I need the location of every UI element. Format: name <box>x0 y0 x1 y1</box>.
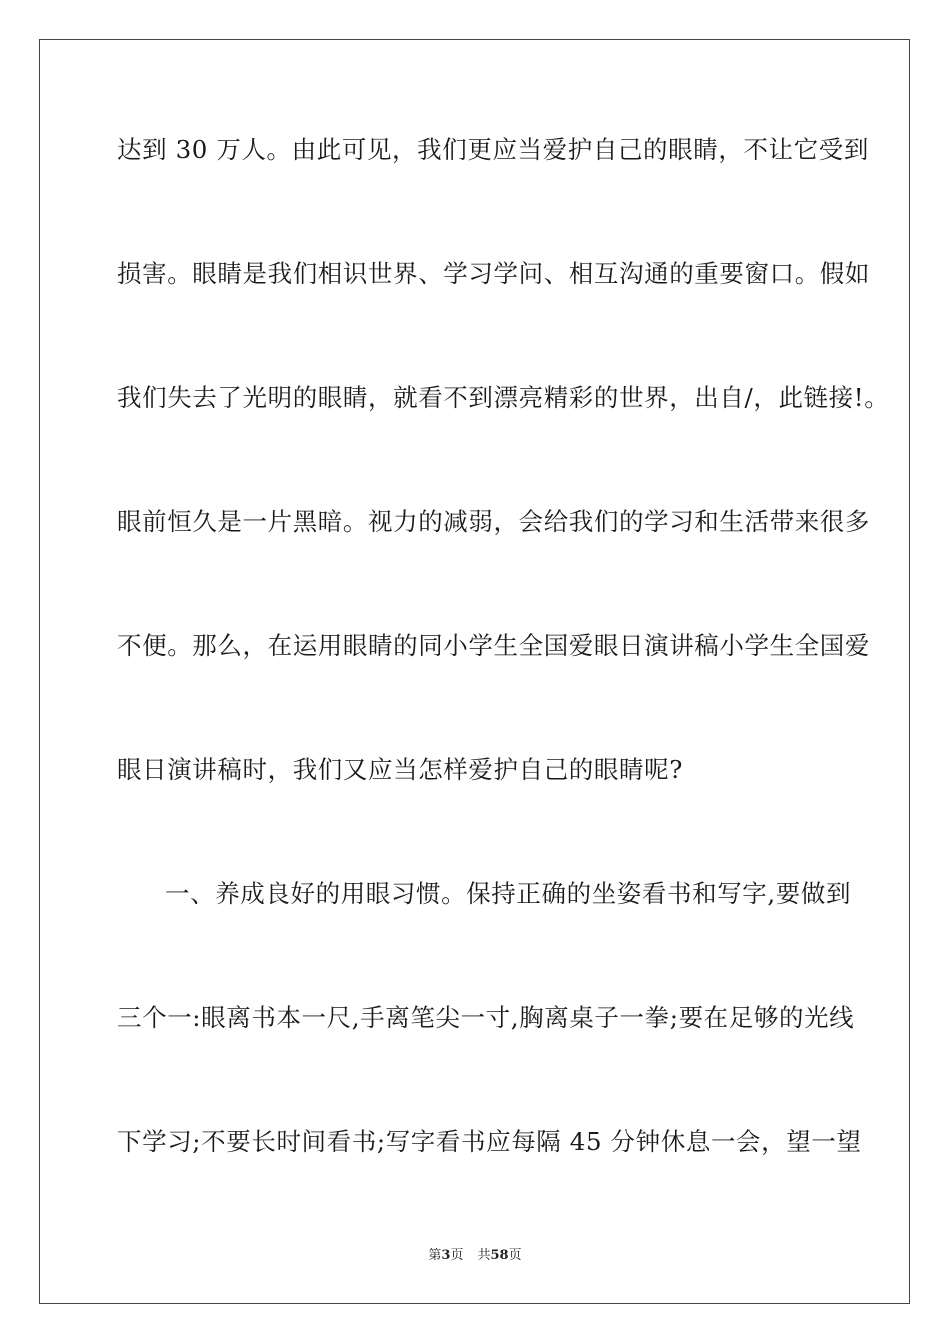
page-label-unit: 页 <box>450 1248 464 1263</box>
total-pages: 58 <box>490 1248 509 1263</box>
page-border <box>39 39 910 1304</box>
body-text-line: 我们失去了光明的眼睛，就看不到漂亮精彩的世界，出自/，此链接!。 <box>117 383 890 412</box>
page-footer <box>0 1247 950 1265</box>
body-text-line: 达到 30 万人。由此可见，我们更应当爱护自己的眼睛，不让它受到 <box>117 135 869 164</box>
body-text-line: 三个一:眼离书本一尺,手离笔尖一寸,胸离桌子一拳;要在足够的光线 <box>117 1003 855 1032</box>
page-number: 3 <box>441 1248 451 1263</box>
page-label-prefix: 第 <box>428 1248 442 1263</box>
total-label-unit: 页 <box>508 1248 522 1263</box>
total-label-prefix: 共 <box>477 1248 491 1263</box>
body-text-line: 眼前恒久是一片黑暗。视力的减弱，会给我们的学习和生活带来很多 <box>117 507 870 536</box>
body-text-line: 损害。眼睛是我们相识世界、学习学问、相互沟通的重要窗口。假如 <box>117 259 870 288</box>
body-text-line: 下学习;不要长时间看书;写字看书应每隔 45 分钟休息一会，望一望 <box>117 1127 862 1156</box>
paragraph-first-line: 一、养成良好的用眼习惯。保持正确的坐姿看书和写字,要做到 <box>165 879 852 908</box>
body-text-line: 不便。那么，在运用眼睛的同小学生全国爱眼日演讲稿小学生全国爱 <box>117 631 870 660</box>
body-text-line: 眼日演讲稿时，我们又应当怎样爱护自己的眼睛呢? <box>117 755 683 784</box>
